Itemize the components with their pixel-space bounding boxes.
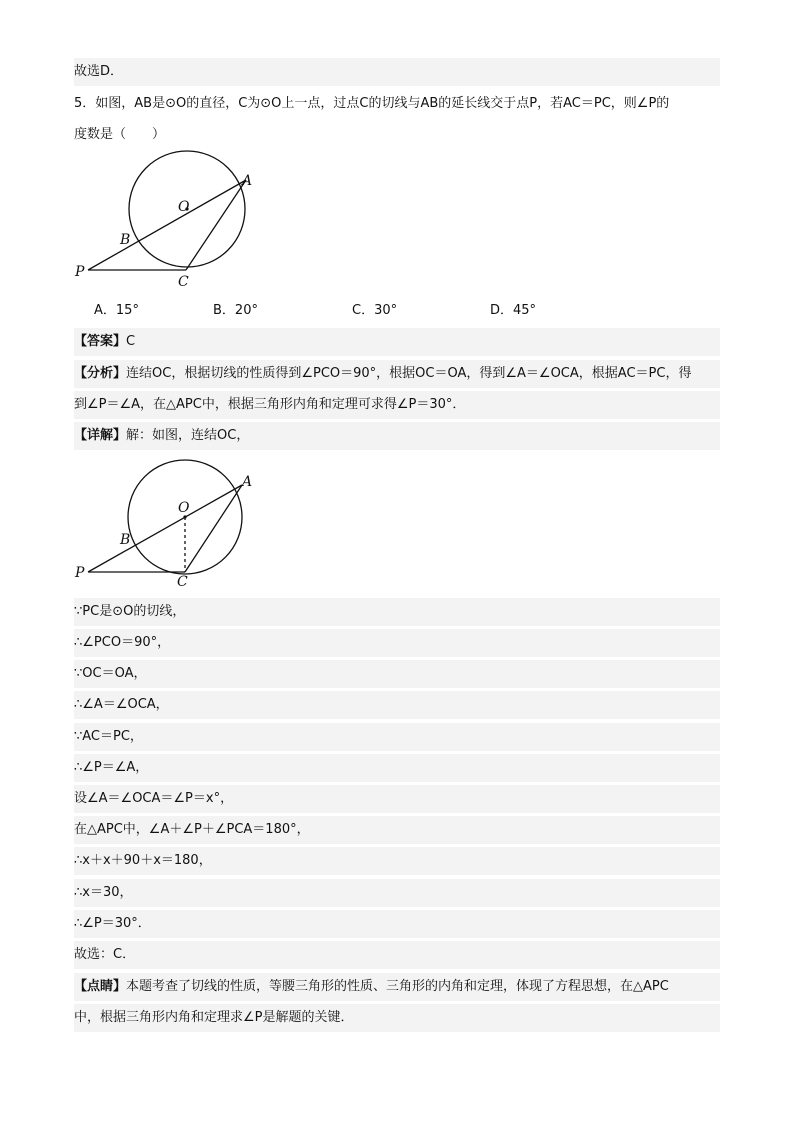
detail-step [74,754,720,782]
line-ac-detail [185,485,242,572]
detail-step-text: ∴∠P＝∠A， [74,760,149,775]
detail-intro-line [74,422,720,450]
choice-c [352,297,397,325]
label-o: O [178,199,190,215]
detail-figure [74,456,252,588]
detail-step-text: 在△APC中，∠A＋∠P＋∠PCA＝180°， [74,822,310,837]
choice-b-letter: B． [213,303,235,318]
answer-tag: 【答案】 [74,334,127,349]
detail-step-text: 设∠A＝∠OCA＝∠P＝x°， [74,791,234,806]
label-a-detail: A [242,474,252,490]
detail-step [74,816,720,844]
comment-text-1: 本题考查了切线的性质，等腰三角形的性质、三角形的内角和定理，体现了方程思想，在△APC [126,979,669,994]
analysis-text-1: 连结OC，根据切线的性质得到∠PCO＝90°，根据OC＝OA，得到∠A＝∠OCA，根据AC＝PC，得 [126,366,692,381]
detail-step-text: ∵AC＝PC， [74,729,143,744]
comment-text-2: 中，根据三角形内角和定理求∠P是解题的关键． [74,1010,354,1025]
detail-step-text: ∴∠P＝30°． [74,916,151,931]
analysis-line-1 [74,360,720,388]
comment-line-2 [74,1004,720,1032]
detail-step-text: ∵OC＝OA， [74,666,147,681]
label-a: A [242,173,253,189]
label-c-detail: C [177,574,188,588]
detail-step-text: ∴∠PCO＝90°， [74,635,171,650]
question-stem-line-1 [74,90,720,118]
detail-step [74,598,720,626]
detail-step [74,660,720,688]
comment-tag: 【点睛】 [74,979,127,994]
analysis-line-2 [74,391,720,419]
detail-step [74,910,720,938]
line-pa-detail [88,485,242,572]
choice-d [490,297,536,325]
detail-step-text: ∴x＋x＋90＋x＝180， [74,853,212,868]
question-stem-text-2: 度数是（ ） [74,127,166,142]
detail-intro-text: 解：如图，连结OC， [126,428,250,443]
choice-c-value: 30° [374,303,398,318]
detail-figure-box [74,456,252,588]
choice-a-value: 15° [115,303,139,318]
answer-line [74,328,720,356]
choice-a [94,297,139,325]
choice-d-value: 45° [513,303,537,318]
question-stem-text-1: 5．如图，AB是⊙O的直径，C为⊙O上一点，过点C的切线与AB的延长线交于点P，若AC＝PC，则∠P的 [74,96,670,111]
analysis-text-2: 到∠P＝∠A，在△APC中，根据三角形内角和定理可求得∠P＝30°． [74,397,466,412]
detail-step [74,691,720,719]
line-ac [186,180,246,270]
detail-step [74,629,720,657]
previous-answer-line [74,58,720,86]
choice-d-letter: D． [490,303,514,318]
question-stem-line-2 [74,121,720,149]
label-p: P [75,264,85,280]
analysis-tag: 【分析】 [74,366,127,381]
choice-b-value: 20° [234,303,258,318]
answer-text: C [126,334,136,349]
detail-tag: 【详解】 [74,428,127,443]
comment-line-1 [74,973,720,1001]
choice-b [213,297,258,325]
label-b: B [120,232,131,248]
line-pa [88,180,246,270]
label-p-detail: P [75,565,85,581]
choice-a-letter: A． [94,303,116,318]
choice-c-letter: C． [352,303,375,318]
previous-answer-text: 故选D． [74,64,124,79]
detail-step [74,723,720,751]
detail-step [74,785,720,813]
label-o-detail: O [178,500,190,516]
detail-step-text: ∴x＝30， [74,885,133,900]
question-figure [74,148,264,293]
detail-step [74,941,720,969]
label-b-detail: B [120,532,131,548]
detail-step-text: ∵PC是⊙O的切线， [74,604,186,619]
label-c: C [178,274,189,290]
detail-step-text: ∴∠A＝∠OCA， [74,697,169,712]
detail-step [74,879,720,907]
detail-step [74,847,720,875]
detail-step-text: 故选：C． [74,947,136,962]
